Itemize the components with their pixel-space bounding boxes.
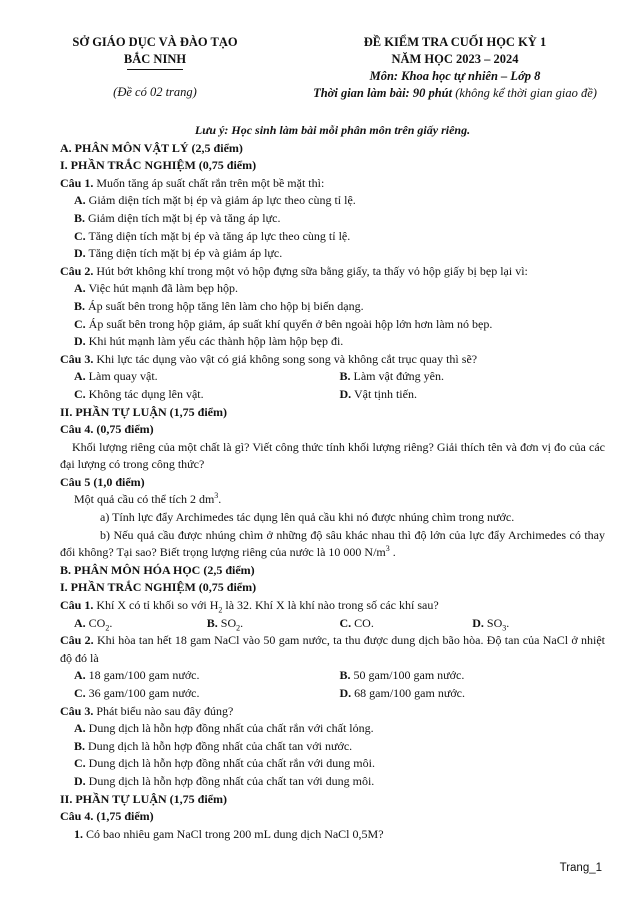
option-a: A. Giảm diện tích mặt bị ép và giảm áp lực theo cùng tỉ lệ. bbox=[74, 193, 356, 208]
time-label: Thời gian làm bài: 90 phút bbox=[313, 86, 453, 100]
options-row bbox=[60, 386, 605, 404]
option-d: D. 68 gam/100 gam nước. bbox=[339, 686, 466, 700]
option-c: C. Dung dịch là hỗn hợp đồng nhất của chất rắn với dung môi. bbox=[74, 756, 375, 771]
option-b: B. Làm vật đứng yên. bbox=[339, 369, 444, 384]
option-c: C. CO. bbox=[339, 615, 374, 630]
option-a: A. Việc hút mạnh đã làm bẹp hộp. bbox=[74, 281, 239, 296]
option-c: C. Tăng diện tích mặt bị ép và tăng áp lực theo cùng tỉ lệ. bbox=[74, 228, 351, 243]
question-text: Hút bớt không khí trong một vỏ hộp đựng sữa bằng giấy, ta thấy vỏ hộp giấy bị bẹp lại vì: bbox=[96, 263, 528, 278]
option-c: C. 36 gam/100 gam nước. bbox=[74, 686, 200, 700]
option-d: D. Khi hút mạnh làm yếu các thành hộp làm hộp bẹp đi. bbox=[74, 334, 344, 349]
section-b-q3 bbox=[60, 703, 605, 721]
section-b-q2 bbox=[60, 632, 605, 667]
option-a: A. $CO_2$. bbox=[74, 615, 113, 633]
options-row bbox=[60, 368, 605, 386]
options-row bbox=[60, 685, 605, 703]
question-label: Câu 2. bbox=[60, 263, 94, 278]
option-a: A. Dung dịch là hỗn hợp đồng nhất của chất rắn với chất lỏng. bbox=[74, 721, 374, 736]
subject-line: Môn: Khoa học tự nhiên – Lớp 8 bbox=[369, 69, 541, 83]
exam-content bbox=[60, 122, 605, 843]
section-b-part2-title: II. PHẦN TỰ LUẬN (1,75 điểm) bbox=[60, 791, 227, 806]
section-a-q5-intro: Một quả cầu có thể tích 2 $dm^3$. bbox=[74, 491, 222, 507]
section-b-q1: Câu 1. Khí X có tỉ khối so với $H_2$ là 32. Khí X là khí nào trong số các khí sau? bbox=[60, 598, 439, 615]
time-note: (không kể thời gian giao đề) bbox=[455, 86, 597, 100]
option-b: B. $SO_2$. bbox=[206, 615, 244, 633]
question-text: Muốn tăng áp suất chất rắn trên một bề mặt thì: bbox=[96, 175, 325, 190]
section-a-part2-title: II. PHẦN TỰ LUẬN (1,75 điểm) bbox=[60, 404, 227, 419]
section-a-q5-b: b) Nếu quả cầu được nhúng chìm ở những độ sâu khác nhau thì độ lớn của lực đẩy Archimedes có thay đổi không? Tại sao? Biết trọng lượng riêng của nước là 10 000 $N/m^3$ . bbox=[60, 527, 605, 560]
section-a-q2 bbox=[60, 263, 605, 281]
section-a-part1-title: I. PHẦN TRẮC NGHIỆM (0,75 điểm) bbox=[60, 158, 257, 173]
question-label: Câu 1. bbox=[60, 175, 94, 190]
section-b-part1-title: I. PHẦN TRẮC NGHIỆM (0,75 điểm) bbox=[60, 580, 257, 595]
exam-title: ĐỀ KIỂM TRA CUỐI HỌC KỲ 1 bbox=[363, 35, 547, 49]
option-b: B. Dung dịch là hỗn hợp đồng nhất của chất tan với nước. bbox=[74, 738, 353, 753]
section-a-q3 bbox=[60, 351, 605, 369]
section-a-q4-label: Câu 4. (0,75 điểm) bbox=[60, 422, 154, 437]
question-text: Phát biểu nào sau đây đúng? bbox=[96, 703, 234, 718]
page-count-note: (Đề có 02 trang) bbox=[113, 85, 197, 99]
section-b-q4-label: Câu 4. (1,75 điểm) bbox=[60, 809, 154, 824]
option-c: C. Không tác dụng lên vật. bbox=[74, 386, 204, 401]
section-b-q4-item1: 1. Có bao nhiêu gam NaCl trong 200 mL dung dịch NaCl 0,5M? bbox=[74, 826, 384, 841]
question-label: Câu 3. bbox=[60, 703, 94, 718]
section-a-q5-label: Câu 5 (1,0 điểm) bbox=[60, 474, 145, 489]
question-label: Câu 3. bbox=[60, 351, 94, 366]
department-name: SỞ GIÁO DỤC VÀ ĐÀO TẠO bbox=[72, 35, 238, 49]
question-text: Khi lực tác dụng vào vật có giá không song song và không cắt trục quay thì sẽ? bbox=[96, 351, 478, 366]
option-a: A. 18 gam/100 gam nước. bbox=[74, 668, 200, 683]
option-c: C. Áp suất bên trong hộp giảm, áp suất khí quyển ở bên ngoài hộp lớn hơn làm nó bẹp. bbox=[74, 316, 493, 331]
section-a-title: A. PHÂN MÔN VẬT LÝ (2,5 điểm) bbox=[60, 140, 243, 155]
options-row bbox=[60, 615, 605, 633]
section-b-title: B. PHÂN MÔN HÓA HỌC (2,5 điểm) bbox=[60, 562, 255, 577]
option-b: B. Giảm diện tích mặt bị ép và tăng áp lực. bbox=[74, 210, 281, 225]
question-label: Câu 2. bbox=[60, 633, 94, 648]
exam-note: Lưu ý: Học sinh làm bài mỗi phân môn trên giấy riêng. bbox=[194, 123, 471, 137]
option-b: B. Áp suất bên trong hộp tăng lên làm cho hộp bị biến dạng. bbox=[74, 298, 364, 313]
province-name: BẮC NINH bbox=[123, 52, 187, 66]
header-right bbox=[300, 34, 610, 102]
section-a-q4-text: Khối lượng riêng của một chất là gì? Viết công thức tính khối lượng riêng? Giải thích tên và đơn vị đo của các đại lượng có trong công thức? bbox=[60, 439, 605, 472]
section-a-q5-a: a) Tính lực đẩy Archimedes tác dụng lên quả cầu khi nó được nhúng chìm trong nước. bbox=[100, 510, 515, 525]
header-underline bbox=[127, 69, 183, 70]
options-row bbox=[60, 667, 605, 685]
option-b: B. 50 gam/100 gam nước. bbox=[339, 668, 465, 683]
page-number: Trang_1 bbox=[559, 862, 602, 874]
option-a: A. Làm quay vật. bbox=[74, 369, 158, 384]
option-d: D. Tăng diện tích mặt bị ép và giảm áp lực. bbox=[74, 246, 283, 261]
school-year: NĂM HỌC 2023 – 2024 bbox=[391, 52, 519, 66]
section-a-q1 bbox=[60, 175, 605, 193]
question-label: Câu 1. bbox=[60, 598, 94, 613]
question-text: Khi hòa tan hết 18 gam NaCl vào 50 gam nước, ta thu được dung dịch bão hòa. Độ tan của NaCl ở nhiệt độ đó là bbox=[60, 633, 605, 665]
option-d: D. Dung dịch là hỗn hợp đồng nhất của chất tan với dung môi. bbox=[74, 773, 375, 788]
time-line bbox=[300, 85, 610, 102]
header-left bbox=[40, 34, 270, 101]
option-d: D. $SO_3$. bbox=[472, 615, 510, 633]
option-d: D. Vật tịnh tiến. bbox=[339, 386, 417, 401]
